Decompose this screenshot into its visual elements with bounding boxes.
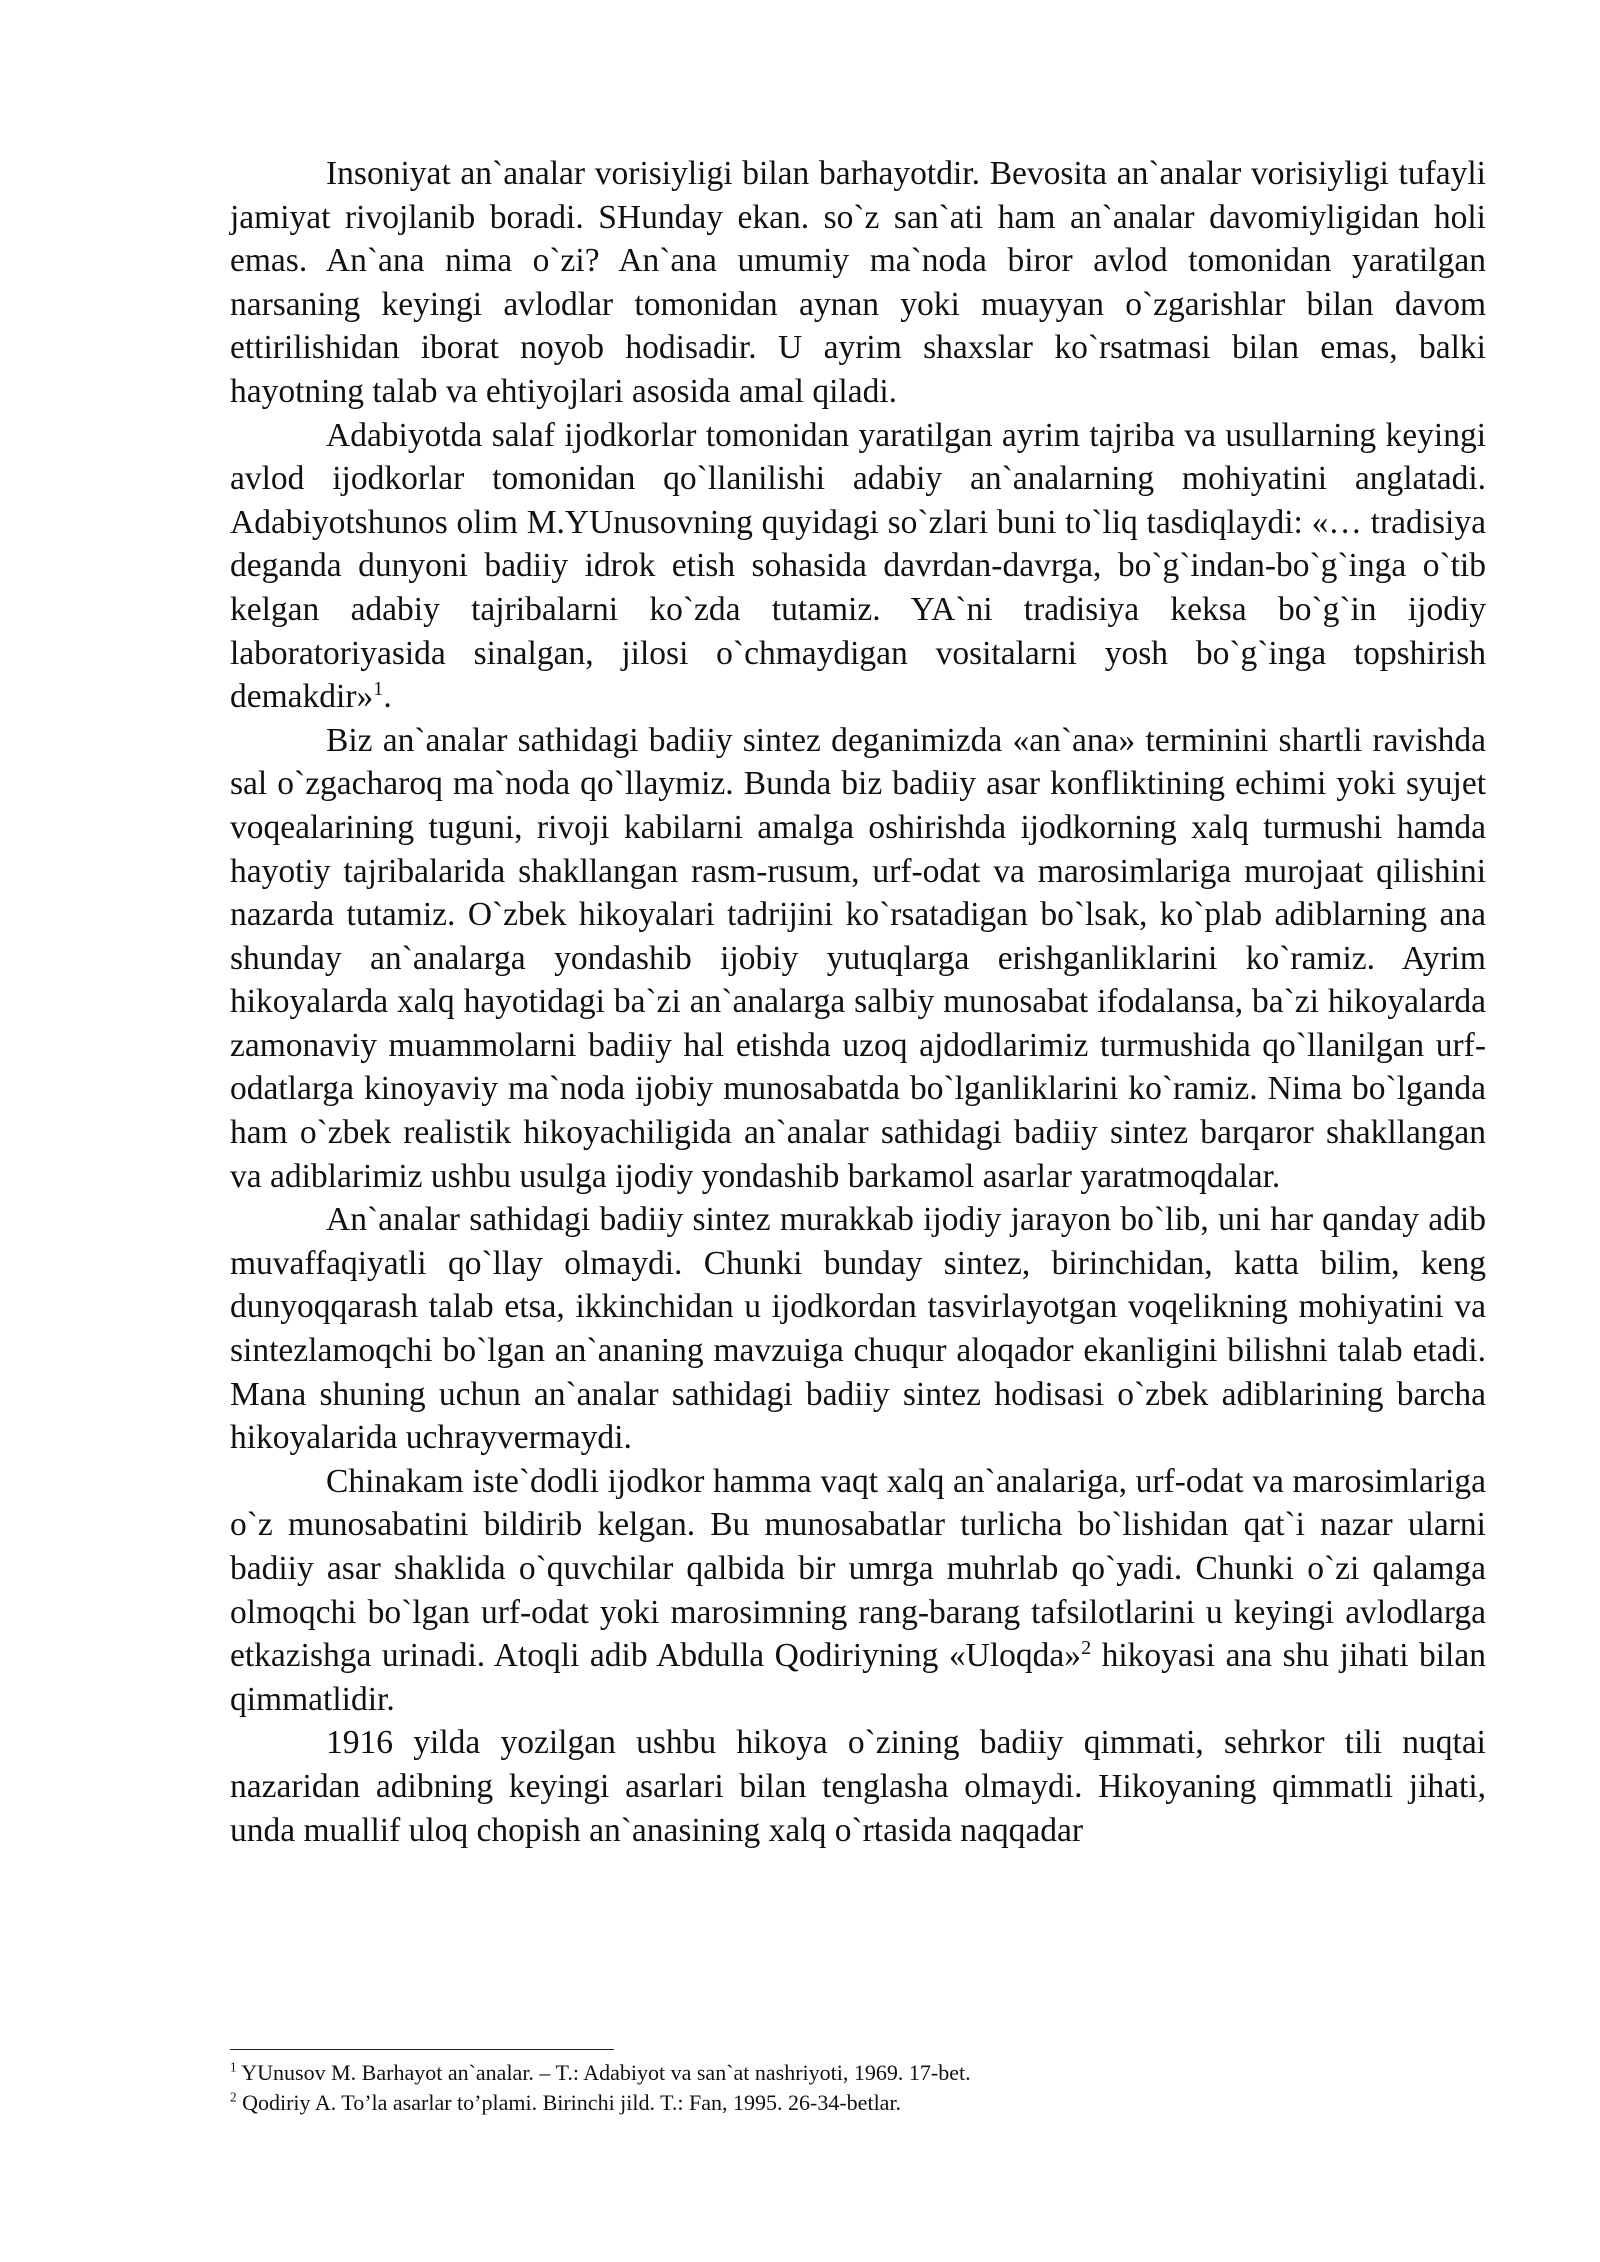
footnote-reference-2[interactable]: 2 xyxy=(1081,1637,1092,1660)
paragraph-text: Adabiyotda salaf ijodkorlar tomonidan yaratilgan ayrim tajriba va usullarning keyingi avlod ijodkorlar tomonidan qo`llanilishi adabiy an`analarning mohiyatini anglatadi. Adabiyotshunos olim M.YUnusovning quyidagi so`zlari buni to`liq tasdiqlaydi: «… tradisiya deganda dunyoni badiiy idrok etish sohasida davrdan-davrga, bo`g`indan-bo`g`inga o`tib kelgan adabiy tajribalarni ko`zda tutamiz. YA`ni tradisiya keksa bo`g`in ijodiy laboratoriyasida sinalgan, jilosi o`chmaydigan vositalarni yosh bo`g`inga topshirish demakdir» xyxy=(230,416,1486,716)
paragraph-2 xyxy=(230,414,1486,719)
footnote-1 xyxy=(230,2058,1486,2088)
paragraph-5 xyxy=(230,1460,1486,1722)
paragraph-3 xyxy=(230,719,1486,1199)
paragraph-text: Chinakam iste`dodli ijodkor hamma vaqt xalq an`analariga, urf-odat va marosimlariga o`z munosabatini bildirib kelgan. Bu munosabatlar turlicha bo`lishidan qat`i nazar ularni badiiy asar shaklida o`quvchilar qalbida bir umrga muhrlab qo`yadi. Chunki o`zi qalamga olmoqchi bo`lgan urf-odat yoki marosimning rang-barang tafsilotlarini u keyingi avlodlarga etkazishga urinadi. Atoqli adib Abdulla Qodiriyning «Uloqda» xyxy=(230,1462,1486,1675)
document-body xyxy=(230,152,1486,1852)
paragraph-text: 1916 yilda yozilgan ushbu hikoya o`zining badiiy qimmati, sehrkor tili nuqtai nazaridan adibning keyingi asarlari bilan tenglasha olmaydi. Hikoyaning qimmatli jihati, unda muallif uloq chopish an`anasining xalq o`rtasida naqqadar xyxy=(230,1724,1486,1849)
paragraph-text: Insoniyat an`analar vorisiyligi bilan barhayotdir. Bevosita an`analar vorisiyligi tufayli jamiyat rivojlanib boradi. SHunday ekan. so`z san`ati ham an`analar davomiyligidan holi emas. An`ana nima o`zi? An`ana umumiy ma`noda biror avlod tomonidan yaratilgan narsaning keyingi avlodlar tomonidan aynan yoki muayyan o`zgarishlar bilan davom ettirilishidan iborat noyob hodisadir. U ayrim shaxslar ko`rsatmasi bilan emas, balki hayotning talab va ehtiyojlari asosida amal qiladi. xyxy=(230,155,1486,410)
footnote-marker: 1 xyxy=(230,2059,237,2075)
footnote-reference-1[interactable]: 1 xyxy=(373,677,384,700)
footnote-text: YUnusov M. Barhayot an`analar. – T.: Adabiyot va san`at nashriyoti, 1969. 17-bet. xyxy=(236,2060,971,2085)
footnote-text: Qodiriy A. To’la asarlar to’plami. Birinchi jild. T.: Fan, 1995. 26-34-betlar. xyxy=(236,2090,902,2115)
footnotes-section xyxy=(230,2058,1486,2118)
paragraph-1 xyxy=(230,152,1486,414)
footnote-2 xyxy=(230,2088,1486,2118)
paragraph-text: An`analar sathidagi badiiy sintez murakkab ijodiy jarayon bo`lib, uni har qanday adib muvaffaqiyatli qo`llay olmaydi. Chunki bunday sintez, birinchidan, katta bilim, keng dunyoqqarash talab etsa, ikkinchidan u ijodkordan tasvirlayotgan voqelikning mohiyatini va sintezlamoqchi bo`lgan an`ananing mavzuiga chuqur aloqador ekanligini bilishni talab etadi. Mana shuning uchun an`analar sathidagi badiiy sintez hodisasi o`zbek adiblarining barcha hikoyalarida uchrayvermaydi. xyxy=(230,1201,1486,1457)
paragraph-text-end: . xyxy=(383,678,392,716)
footnote-marker: 2 xyxy=(230,2089,237,2105)
paragraph-text-end: hikoyasi ana shu jihati bilan qimmatlidir. xyxy=(230,1637,1486,1718)
footnote-separator xyxy=(230,2049,614,2050)
paragraph-4 xyxy=(230,1198,1486,1460)
paragraph-text: Biz an`analar sathidagi badiiy sintez deganimizda «an`ana» terminini shartli ravishda sal o`zgacharoq ma`noda qo`llaymiz. Bunda biz badiiy asar konfliktining echimi yoki syujet voqealarining tuguni, rivoji kabilarni amalga oshirishda ijodkorning xalq turmushi hamda hayotiy tajribalarida shakllangan rasm-rusum, urf-odat va marosimlariga murojaat qilishini nazarda tutamiz. O`zbek hikoyalari tadrijini ko`rsatadigan bo`lsak, ko`plab adiblarning ana shunday an`analarga yondashib ijobiy yutuqlarga erishganliklarini ko`ramiz. Ayrim hikoyalarda xalq hayotidagi ba`zi an`analarga salbiy munosabat ifodalansa, ba`zi hikoyalarda zamonaviy muammolarni badiiy hal etishda uzoq ajdodlarimiz turmushida qo`llanilgan urf-odatlarga kinoyaviy ma`noda ijobiy munosabatda bo`lganliklarini ko`ramiz. Nima bo`lganda ham o`zbek realistik hikoyachiligida an`analar sathidagi badiiy sintez barqaror shakllangan va adiblarimiz ushbu usulga ijodiy yondashib barkamol asarlar yaratmoqdalar. xyxy=(230,721,1486,1195)
paragraph-6 xyxy=(230,1721,1486,1852)
